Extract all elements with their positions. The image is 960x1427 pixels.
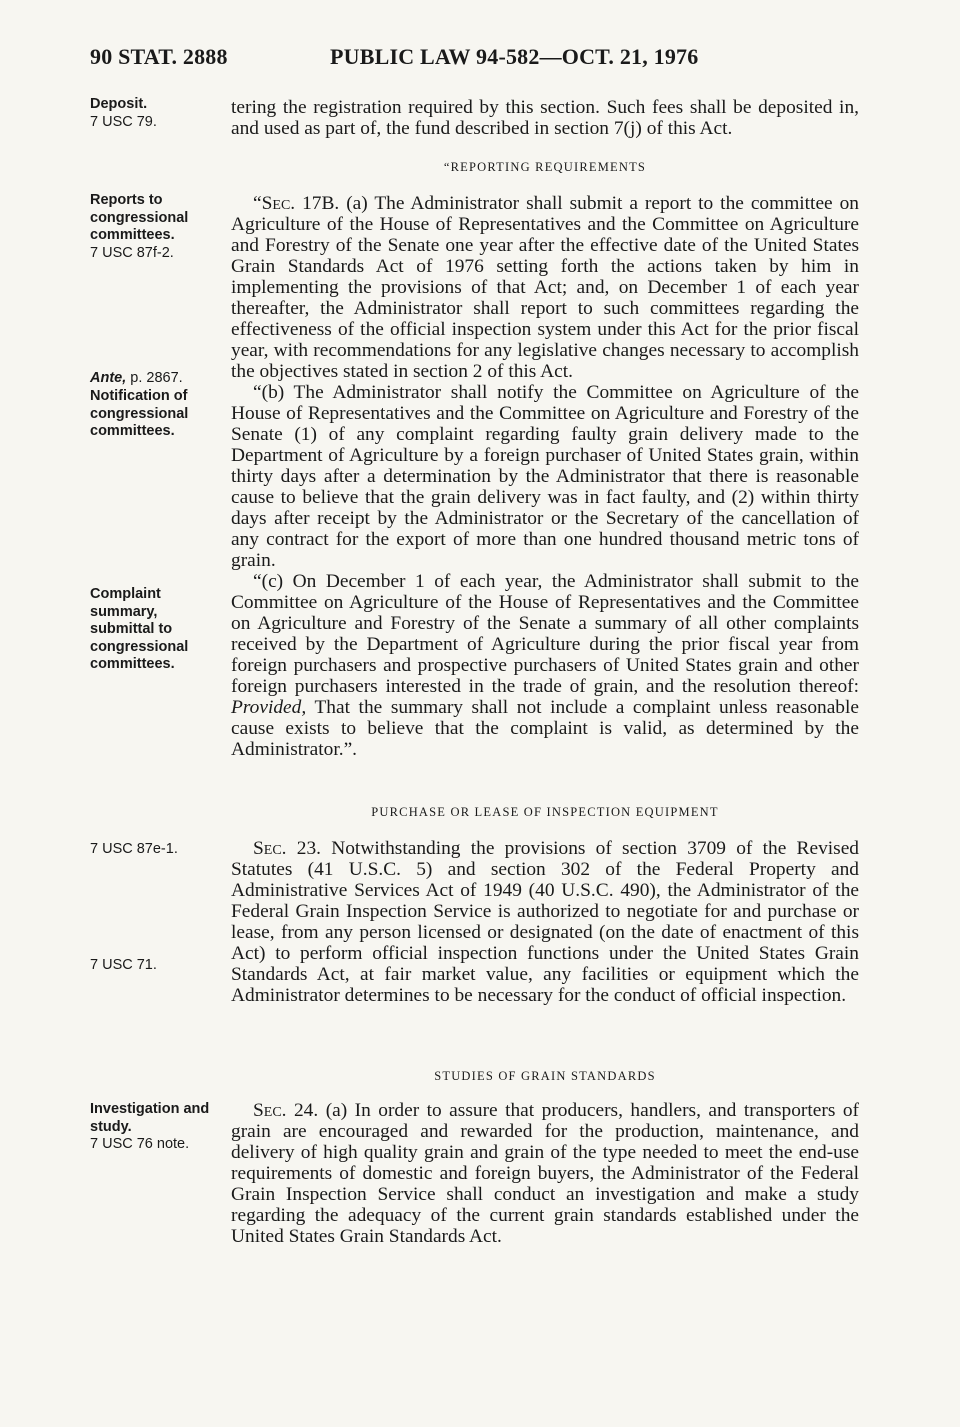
heading-studies: STUDIES OF GRAIN STANDARDS [434, 1069, 656, 1083]
section-24-label: Sec. 24. [253, 1100, 319, 1121]
statute-page-number: 90 STAT. 2888 [90, 44, 228, 69]
margin-note-usc71 [90, 957, 225, 975]
opening-paragraph-block [231, 97, 859, 139]
margin-note-citation: 7 USC 76 note. [90, 1136, 190, 1152]
margin-note-sec23 [90, 841, 225, 859]
heading-reporting-requirements: “REPORTING REQUIREMENTS [443, 160, 647, 174]
section-17b-b: “(b) The Administrator shall notify the Committee on Agriculture of the House of Representatives and the Committee on Agriculture and Forestry of the Senate (1) of any complaint regarding faulty grain delivery made to the Department of Agriculture by a foreign purchaser of United States grain, within thirty days after a determination by the Administrator that there is reasonable cause to believe that the grain delivery was in fact faulty, and (2) within thirty days after receipt by the Administrator or the Secretary of the cancellation of any contract for the export of more than one hundred thousand metric tons of grain. [231, 382, 859, 571]
margin-note-reports [90, 192, 208, 262]
section-23-block [231, 838, 859, 1006]
section-17b-label: “Sec. 17B. [253, 193, 340, 214]
margin-note-citation: 7 USC 87f-2. [90, 244, 174, 261]
margin-note-citation: 7 USC 87e-1. [90, 841, 178, 857]
section-24-paragraph [231, 1100, 859, 1247]
margin-note-title: Deposit. [90, 96, 148, 112]
section-17b-c-start: “(c) On December 1 of each year, the Administrator shall submit to the Committee on Agriculture of the House of Representatives and the Committee on Agriculture and Forestry of the Senate a summary of all other complaints received by the Department of Agriculture during the prior fiscal year from foreign purchasers and prospective purchasers of United States grain and other foreign purchasers interested in the trade of grain, and the resolution thereof: [231, 571, 859, 697]
margin-note-citation: 7 USC 71. [90, 957, 157, 973]
section-23-label: Sec. 23. [253, 838, 321, 859]
ante-page: p. 2867. [130, 370, 183, 386]
margin-note-ante [90, 370, 225, 388]
margin-note-citation: 7 USC 79. [90, 113, 157, 130]
section-17b-block [231, 193, 859, 760]
margin-note-investigation [90, 1101, 220, 1154]
provided-term: Provided, [231, 697, 307, 718]
margin-note-notification [90, 388, 208, 441]
section-23-paragraph [231, 838, 859, 1006]
margin-note-title: Investigation and study. [90, 1101, 210, 1135]
margin-note-title: Complaint summary, submittal to congressional committees. [90, 586, 189, 672]
section-17b-a [231, 193, 859, 382]
section-24-block [231, 1100, 859, 1247]
margin-note-complaint [90, 586, 195, 674]
margin-note-deposit [90, 96, 225, 131]
section-24-text: (a) In order to assure that producers, handlers, and transporters of grain are encouraged and rewarded for the production, maintenance, and delivery of high quality grain and grain of the type needed to meet the end-use requirements of domestic and foreign buyers, the Administrator of the Federal Grain Inspection Service shall conduct an investigation and make a study regarding the adequacy of the current grain standards established under the United States Grain Standards Act. [231, 1100, 859, 1247]
section-17b-c [231, 571, 859, 760]
section-17b-a-text: (a) The Administrator shall submit a report to the committee on Agriculture of the House of Representatives and the Committee on Agriculture and Forestry of the Senate one year after the effective date of the United States Grain Standards Act of 1976 setting forth the actions taken by him in implementing the provisions of that Act; and, on December 1 of each year thereafter, the Administrator shall report to such committees regarding the effectiveness of the official inspection system under this Act for the prior fiscal year, with recommendations for any legislative changes necessary to accomplish the objectives stated in section 2 of this Act. [231, 193, 859, 382]
opening-paragraph: tering the registration required by this section. Such fees shall be deposited in, and used as part of, the fund described in section 7(j) of this Act. [231, 97, 859, 139]
page-header [90, 44, 870, 74]
heading-purchase-lease: PURCHASE OR LEASE OF INSPECTION EQUIPMENT [371, 805, 719, 819]
margin-note-title: Reports to congressional committees. [90, 192, 189, 243]
public-law-title: PUBLIC LAW 94-582—OCT. 21, 1976 [330, 44, 699, 69]
ante-label: Ante, [90, 370, 127, 386]
section-17b-c-end: That the summary shall not include a complaint unless reasonable cause exists to believe that the complaint is valid, as determined by the Administrator.”. [231, 697, 859, 760]
margin-note-title: Notification of congressional committees. [90, 388, 189, 439]
section-23-text: Notwithstanding the provisions of section 3709 of the Revised Statutes (41 U.S.C. 5) and section 302 of the Federal Property and Administrative Services Act of 1949 (40 U.S.C. 490), the Administrator of the Federal Grain Inspection Service is authorized to negotiate for and purchase or lease, from any person licensed or designated (on the date of enactment of this Act) to perform official inspection functions under the United States Grain Standards Act, at fair market value, any facilities or equipment which the Administrator determines to be necessary for the conduct of official inspection. [231, 838, 859, 1006]
